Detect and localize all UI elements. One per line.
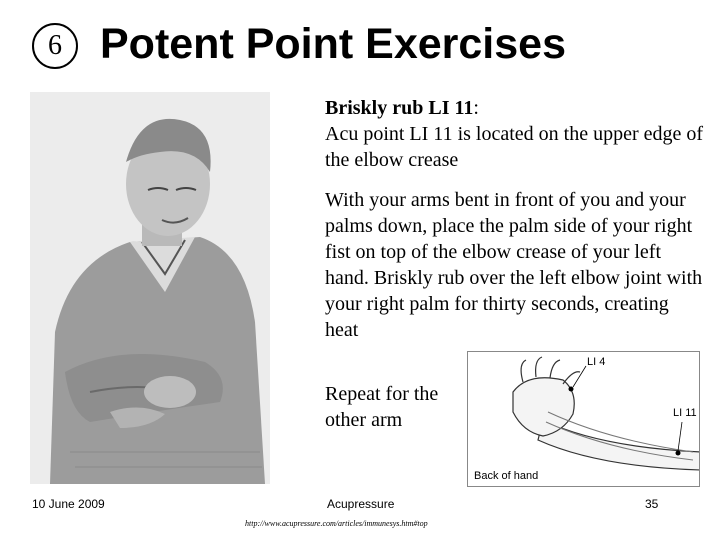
footer-source: Acupressure xyxy=(327,497,395,511)
exercise-heading: Briskly rub LI 11 xyxy=(325,97,474,119)
location-paragraph xyxy=(325,95,710,173)
instructions-paragraph: With your arms bent in front of you and your palms down, place the palm side of your right fist on top of the elbow crease of your left hand. Briskly rub over the left elbow joint with your right palm for thirty seconds, creating heat xyxy=(325,189,703,341)
slide-title: Potent Point Exercises xyxy=(100,20,566,68)
slide-number: 6 xyxy=(48,30,62,61)
source-url: http://www.acupressure.com/articles/immunesys.htm#top xyxy=(245,519,428,528)
arm-acupoint-diagram xyxy=(467,351,700,487)
li4-label: LI 4 xyxy=(587,356,606,368)
back-of-hand-label: Back of hand xyxy=(474,470,539,482)
slide-number-badge xyxy=(32,23,78,69)
location-text: Acu point LI 11 is located on the upper edge of the elbow crease xyxy=(325,123,704,171)
footer-date: 10 June 2009 xyxy=(32,497,105,511)
repeat-paragraph: Repeat for the other arm xyxy=(325,383,439,431)
man-rubbing-elbow-photo xyxy=(30,92,270,484)
page-number: 35 xyxy=(645,497,659,511)
heading-colon: : xyxy=(473,97,479,119)
li11-label: LI 11 xyxy=(673,407,697,419)
